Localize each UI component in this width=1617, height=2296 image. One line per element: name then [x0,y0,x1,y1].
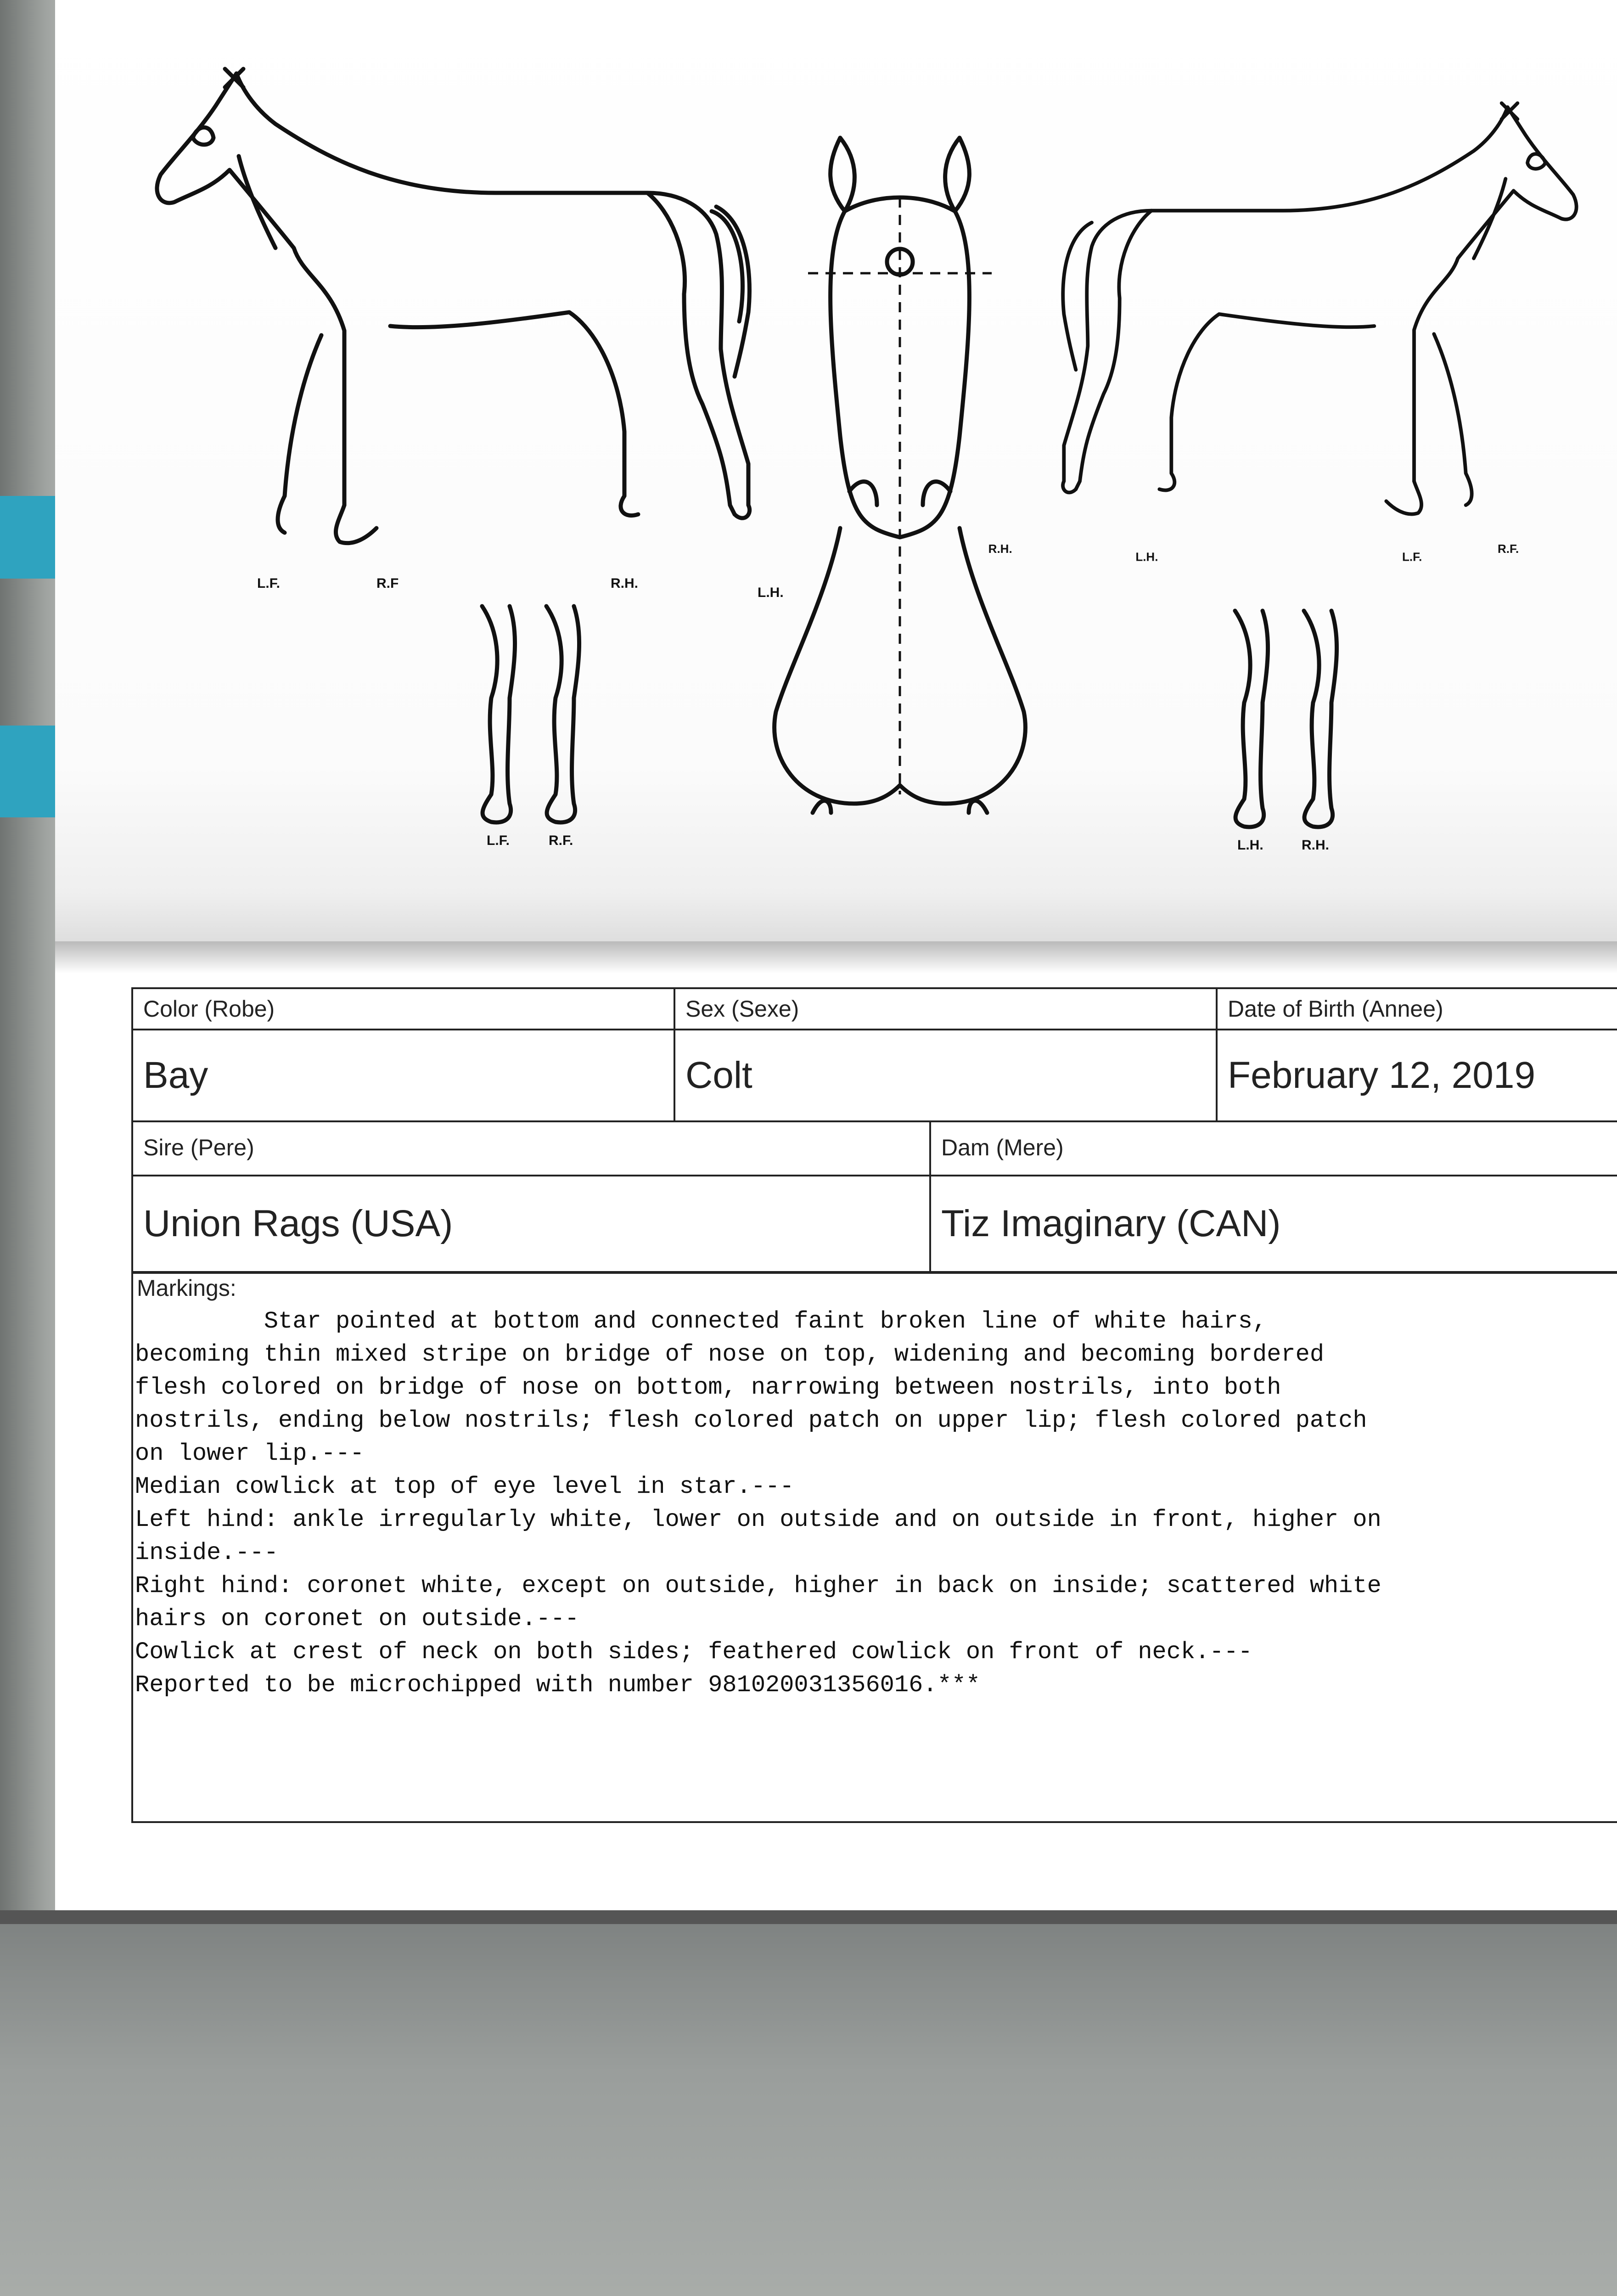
binder-background [0,1924,1617,2296]
markings-section [131,1272,1617,1823]
label-left-fore: L.F. [257,576,280,591]
dam-label: Dam (Mere) [930,1120,1617,1176]
label-hind-right: R.H. [1302,838,1329,853]
label-right-hind-2: R.H. [988,541,1012,556]
right-side-horse-diagram [988,55,1593,597]
sire-value: Union Rags (USA) [132,1176,930,1272]
dob-label: Date of Birth (Annee) [1217,988,1617,1030]
sex-value: Colt [674,1030,1217,1121]
dob-value: February 12, 2019 [1217,1030,1617,1121]
label-hind-left: L.H. [1237,838,1263,853]
sex-label: Sex (Sexe) [674,988,1217,1030]
label-left-hind: L.H. [758,585,784,600]
fold-shadow [55,941,1617,974]
blue-tab-lower [0,726,57,817]
markings-text: Star pointed at bottom and connected faint broken line of white hairs, becoming thin mixed stripe on bridge of nose on top, widening and becoming bordered flesh colored on bridge of nose on bottom, narrowing between nostrils, into both nostrils, ending below nostrils; flesh colored patch on upper lip; flesh colored patch on lower lip.--- Median cowlick at top of eye level in star.--- Left hind: ankle irregularly white, lower on outside and on outside in front, higher on inside.--- Right hind: coronet white, except on outside, higher in back on inside; scattered white hairs on coronet on outside.--- Cowlick at crest of neck on both sides; feathered cowlick on front of neck.--- Reported to be microchipped with number 981020031356016.*** [135,1308,1381,1699]
label-right-hind: R.H. [611,576,638,591]
blue-tab-upper [0,496,57,579]
label-left-fore-2: L.F. [1402,550,1422,564]
head-front-diagram [771,115,1028,850]
page-bottom-edge [0,1910,1617,1924]
form-row-sire-dam [131,1120,1617,1273]
label-right-fore-2: R.F. [1498,541,1519,556]
form-row-color-sex-dob [131,987,1617,1122]
label-front-right: R.F. [549,833,573,848]
color-value: Bay [132,1030,674,1121]
label-left-hind-2: L.H. [1135,550,1158,564]
hind-legs-diagram [1226,602,1373,859]
front-legs-diagram [473,597,611,854]
dam-value: Tiz Imaginary (CAN) [930,1176,1617,1272]
color-label: Color (Robe) [132,988,674,1030]
left-side-horse-diagram [138,55,826,600]
label-front-left: L.F. [487,833,510,848]
sire-label: Sire (Pere) [132,1120,930,1176]
markings-label: Markings: [137,1275,236,1301]
label-right-fore: R.F [376,576,399,591]
